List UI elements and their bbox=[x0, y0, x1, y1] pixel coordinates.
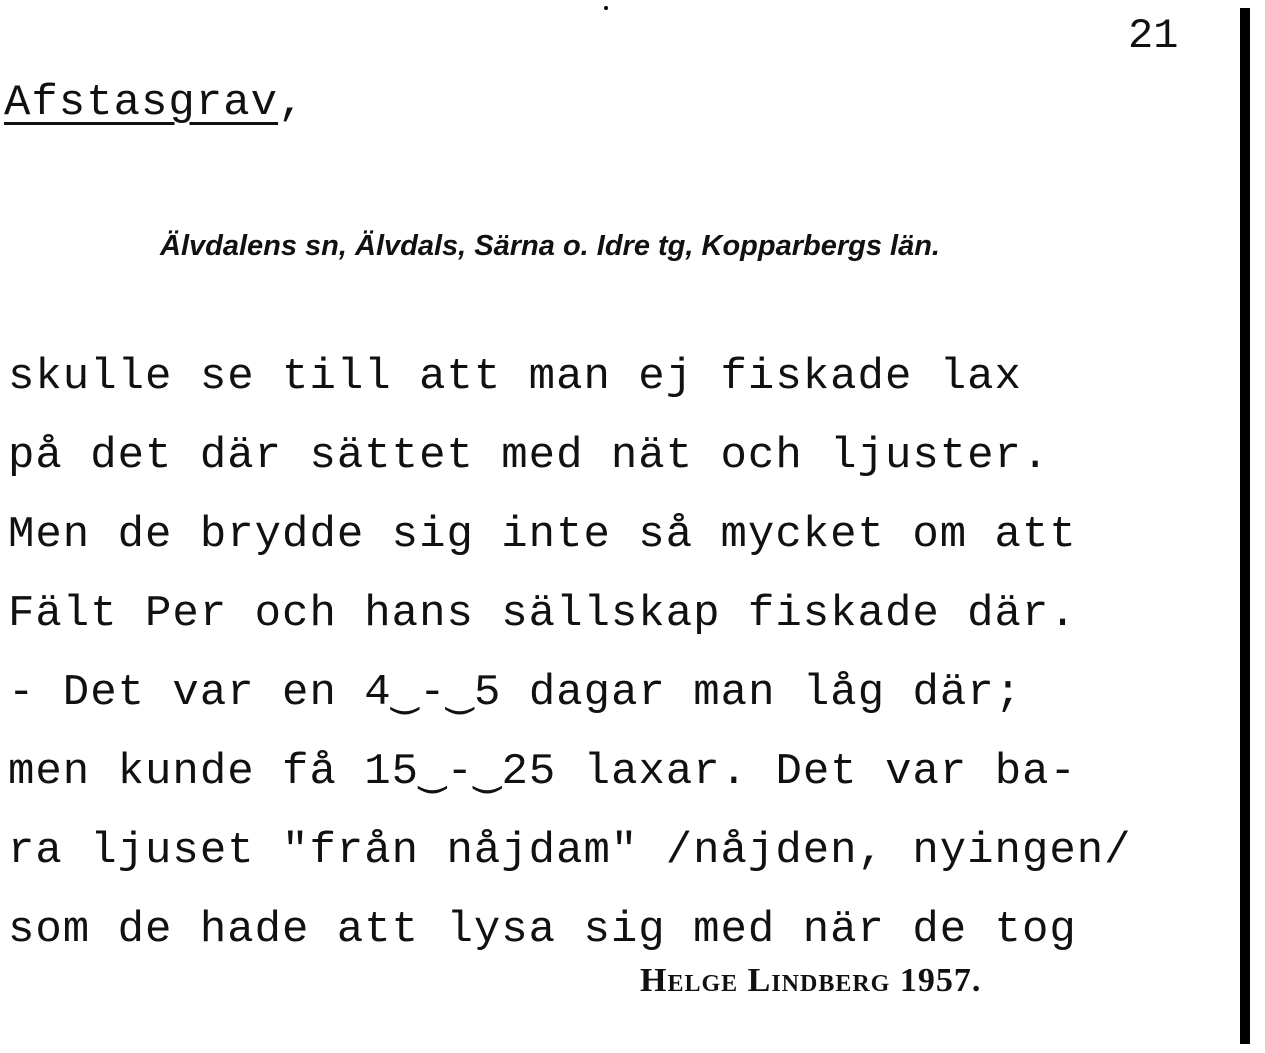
body-line: men kunde få 15‿-‿25 laxar. Det var ba- bbox=[8, 747, 1077, 797]
author-signature: Helge Lindberg 1957. bbox=[640, 962, 982, 999]
body-line: Men de brydde sig inte så mycket om att bbox=[8, 510, 1077, 560]
location-line: Älvdalens sn, Älvdals, Särna o. Idre tg, Kopparbergs län. bbox=[160, 230, 940, 262]
body-line: Fält Per och hans sällskap fiskade där. bbox=[8, 589, 1077, 639]
entry-term: Afstasgrav bbox=[4, 78, 279, 128]
body-line: - Det var en 4‿-‿5 dagar man låg där; bbox=[8, 668, 1023, 718]
page-number: 21 bbox=[1128, 12, 1179, 60]
body-line: skulle se till att man ej fiskade lax bbox=[8, 352, 1022, 402]
scan-speck bbox=[604, 6, 608, 10]
body-line: ra ljuset "från nåjdam" /nåjden, nyingen/ bbox=[8, 826, 1132, 876]
right-margin-rule bbox=[1240, 8, 1250, 1044]
entry-heading bbox=[4, 78, 305, 128]
entry-term-punctuation: , bbox=[278, 78, 306, 128]
body-line: på det där sättet med nät och ljuster. bbox=[8, 431, 1050, 481]
body-line: som de hade att lysa sig med när de tog bbox=[8, 905, 1077, 955]
body-text bbox=[8, 338, 1238, 970]
